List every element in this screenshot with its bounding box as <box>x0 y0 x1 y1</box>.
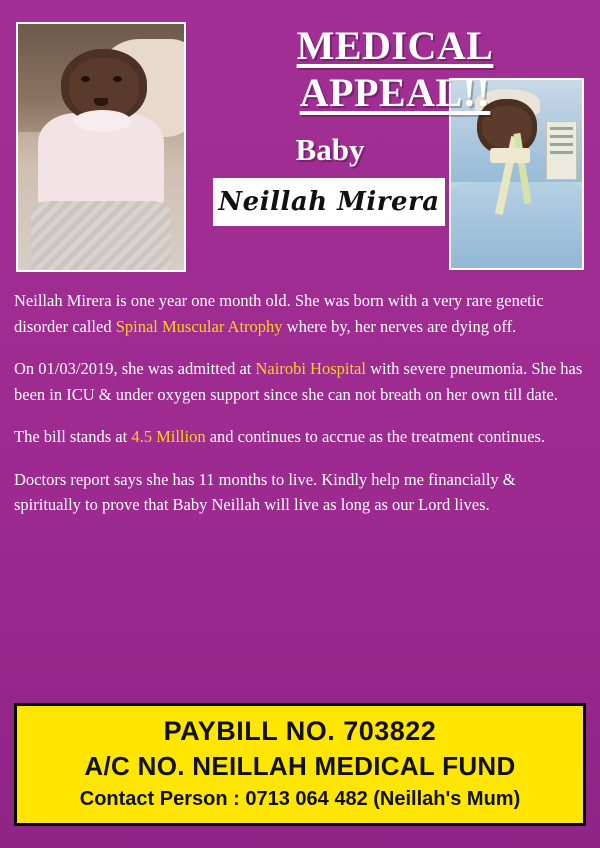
photo-right-medical-tape <box>490 148 529 163</box>
paybill-box <box>14 703 586 826</box>
condition-name: Spinal Muscular Atrophy <box>115 316 283 336</box>
account-name: A/C NO. NEILLAH MEDICAL FUND <box>84 751 516 781</box>
appeal-body-text <box>14 288 586 535</box>
baby-photo-left <box>16 22 186 272</box>
p3-part-a: The bill stands at <box>14 427 132 447</box>
baby-name-plate <box>213 178 445 226</box>
photo-left-baby-collar <box>74 110 130 132</box>
p1-part-a: Neillah Mirera is one year one month old. She was born with a very rare genetic disorder called <box>14 291 544 336</box>
photo-left-baby-eye-right <box>113 76 122 82</box>
hospital-name: Nairobi Hospital <box>255 359 366 379</box>
p3-part-b: and continues to accrue as the treatment continues. <box>205 427 546 447</box>
baby-label: Baby <box>295 132 365 167</box>
bill-amount: 4.5 Million <box>131 427 206 447</box>
paragraph-diagnosis <box>14 288 586 339</box>
contact-person: Contact Person : 0713 064 482 (Neillah's Mum) <box>79 788 521 810</box>
paragraph-admission <box>14 356 586 407</box>
photo-left-baby-mouth <box>94 98 108 106</box>
paragraph-appeal: Doctors report says she has 11 months to live. Kindly help me financially & spiritually to prove that Baby Neillah will live as long as our Lord lives. <box>14 469 516 515</box>
photo-right-blanket <box>449 182 584 270</box>
paragraph-bill <box>14 424 586 450</box>
photo-right-monitor <box>546 121 577 179</box>
photo-left-baby-face <box>69 58 139 117</box>
photo-left-baby-legs <box>31 201 170 272</box>
p1-part-b: where by, her nerves are dying off. <box>282 316 517 336</box>
baby-name: Neillah Mirera <box>218 187 440 217</box>
poster-title: MEDICAL APPEAL!! <box>296 23 494 115</box>
p2-part-a: On 01/03/2019, she was admitted at <box>14 359 256 379</box>
photo-left-baby-eye-left <box>81 76 90 82</box>
p2-part-b: with severe pneumonia. She has been in ICU & under oxygen support since she can not breath on her own till date. <box>14 359 583 404</box>
paybill-number: PAYBILL NO. 703822 <box>163 716 437 746</box>
poster-header <box>0 0 600 268</box>
